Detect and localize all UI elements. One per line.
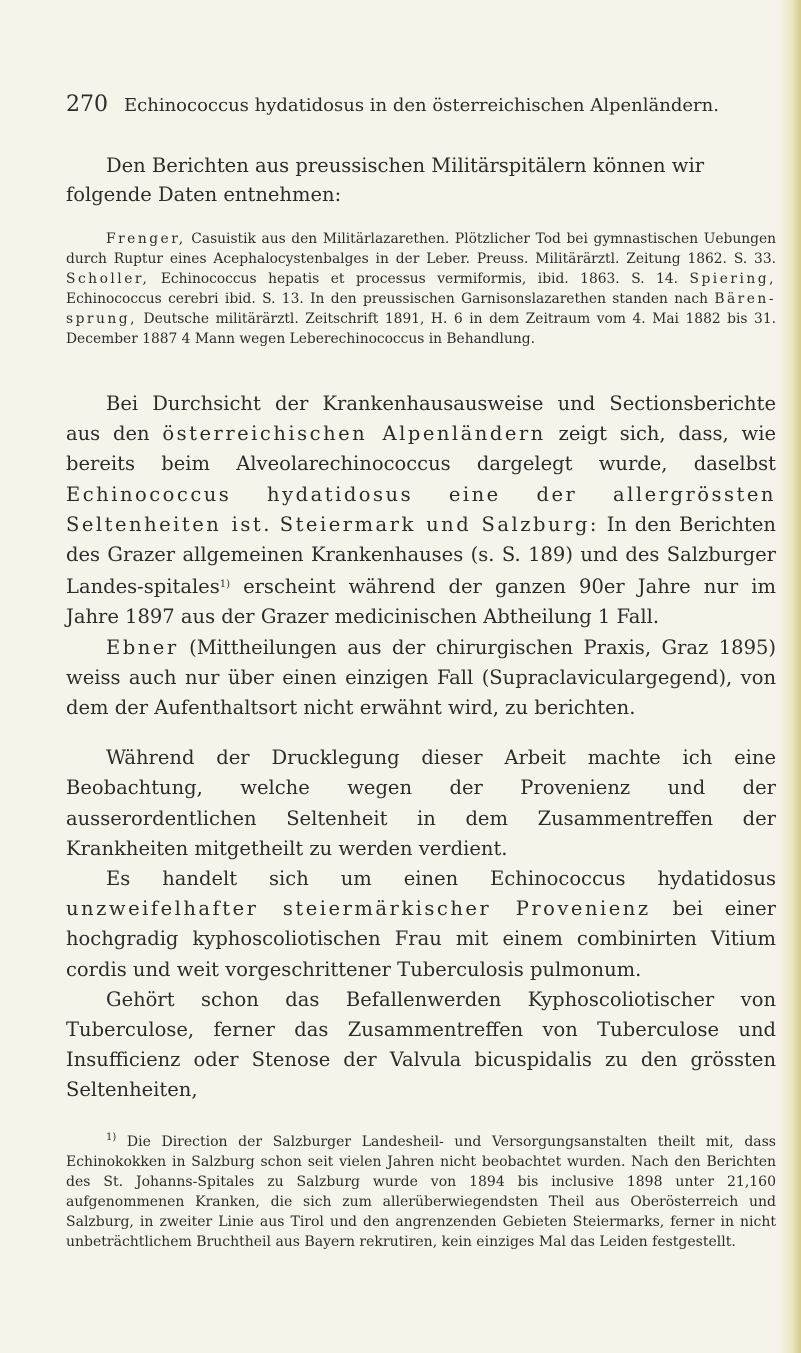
page-edge-shadow [779, 0, 801, 1353]
p2-text-1: (Mittheilungen aus der chirurgischen Praxis, Graz 1895) weiss auch nur über einen einzigen Fall (Supraclaviculargegend), von dem der Aufenthaltsort nicht erwähnt wird, zu berichten. [66, 635, 776, 720]
p1-text-4: In den Berichten des Grazer allgemeinen Krankenhauses (s. S. 189) und des Salzburger Landes-spitales [66, 512, 776, 599]
p1-text-2: zeigt sich, dass, wie bereits beim Alveolarechinococcus dargelegt wurde, daselbst [66, 422, 777, 476]
page-number: 270 [66, 92, 108, 117]
author-ebner: Ebner [106, 635, 179, 659]
paragraph-ebner [66, 633, 776, 724]
paragraph-case [66, 864, 776, 985]
author-frenger: Frenger, [106, 231, 186, 247]
footnote-mark: 1) [106, 1131, 117, 1143]
running-header [66, 92, 776, 117]
paragraph-alpine-survey [66, 389, 776, 633]
p4-spaced-1: unzweifelhafter steiermärkischer Provenienz [66, 897, 651, 921]
p3-text-1: Während der Drucklegung dieser Arbeit machte ich eine Beobachtung, welche wegen der Provenienz und der ausserordentlichen Seltenheit in dem Zusammentreffen der Krankheiten mitgetheilt zu werden verdient. [66, 746, 776, 860]
citation-text-2: Echinococcus hepatis et processus vermiformis, ibid. 1863. S. 14. [149, 271, 690, 287]
intro-sentence [66, 151, 776, 209]
intro-line-1: Den Berichten aus preussischen Militärspitälern können wir [106, 154, 705, 177]
author-spiering: Spiering, [689, 271, 776, 287]
citation-text-4: Deutsche militärärztl. Zeitschrift 1891, H. 6 in dem Zeitraum vom 4. Mai 1882 bis 31. December 1887 4 Mann wegen Leberechinococcus in Behandlung. [66, 311, 776, 347]
paragraph-rarity [66, 985, 776, 1106]
p1-text-3 [272, 513, 280, 536]
p1-text-5: erscheint während der ganzen 90er Jahre nur im Jahre 1897 aus der Grazer medicinischen Abtheilung 1 Fall. [66, 575, 776, 629]
p1-spaced-1: österreichischen Alpenländern [162, 422, 546, 446]
p1-spaced-2: Echinococcus hydatidosus eine der allergrössten Seltenheiten ist. [66, 482, 776, 536]
paragraph-observation [66, 743, 776, 864]
citation-text-3: Echinococcus cerebri ibid. S. 13. In den preussischen Garnisonslazarethen standen nach [66, 291, 715, 307]
p4-text-2: bei einer hochgradig kyphoscoliotischen Frau mit einem combinirten Vitium cordis und weit vorgeschrittener Tuberculosis pulmonum. [66, 897, 776, 981]
citation-text-1: Casuistik aus den Militärlazarethen. Plötzlicher Tod bei gymnastischen Uebungen durch Ruptur eines Acephalocystenbalges in der Leber. Preuss. Militärärztl. Zeitung 1862. S. 33. [66, 231, 776, 267]
author-baerensprung: Bären-sprung, [66, 291, 776, 327]
book-page [66, 92, 776, 1266]
p4-text-1: Es handelt sich um einen Echinococcus hydatidosus [106, 867, 776, 891]
citation-block [66, 229, 776, 349]
footnote-text: Die Direction der Salzburger Landesheil- und Versorgungsanstalten theilt mit, dass Echinokokken in Salzburg schon seit vielen Jahren nicht beobachtet wurden. Nach den Berichten des St. Johanns-Spitales zu Salzburg wurde von 1894 bis inclusive 1898 unter 21,160 aufgenommenen Kranken, die sich zum allerüberwiegendsten Theil aus Oberösterreich und Salzburg, in zweiter Linie aus Tirol und den angrenzenden Gebieten Steiermarks, ferner in nicht unbeträchtlichem Bruchtheil aus Bayern rekrutiren, kein einziges Mal das Leiden festgestellt. [66, 1133, 776, 1250]
p5-text-1: Gehört schon das Befallenwerden Kyphoscoliotischer von Tuberculose, ferner das Zusammentreffen von Tuberculose und Insufficienz oder Stenose der Valvula bicuspidalis zu den grössten Seltenheiten, [66, 987, 776, 1102]
footnote-reference[interactable]: 1) [219, 579, 230, 591]
intro-line-2: folgende Daten entnehmen: [66, 183, 342, 206]
p1-text-1: Bei Durchsicht der Krankenhausausweise und Sectionsberichte aus den [66, 392, 776, 446]
footnote [66, 1128, 776, 1252]
p1-spaced-3: Steiermark und Salzburg: [279, 512, 599, 536]
running-title: Echinococcus hydatidosus in den österreichischen Alpenländern. [124, 95, 719, 116]
author-scholler: Scholler, [66, 271, 150, 287]
